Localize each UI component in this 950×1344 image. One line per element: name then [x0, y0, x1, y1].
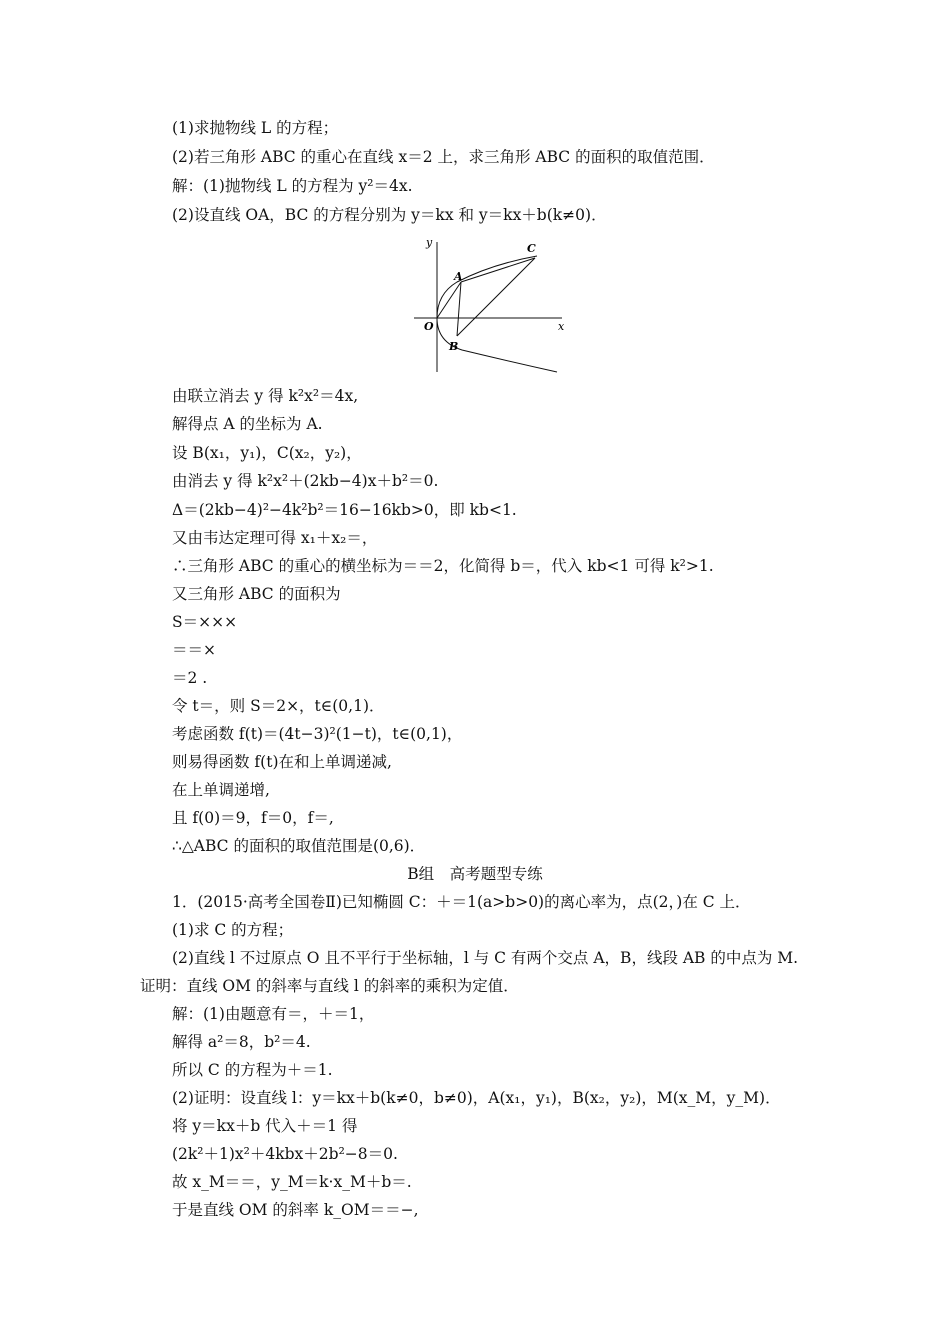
question-1-part-2-cont: 证明：直线 OM 的斜率与直线 l 的斜率的乘积为定值． [140, 977, 519, 995]
line-6: 解得点 A 的坐标为 A. [172, 415, 323, 433]
answer-line-6: (2k²＋1)x²＋4kbx＋2b²−8＝0. [172, 1145, 398, 1163]
label-a: A [454, 270, 463, 283]
question-part-1: (1)求抛物线 L 的方程； [172, 119, 339, 137]
label-c: C [527, 242, 536, 255]
answer-line-3: 所以 C 的方程为＋＝1. [172, 1061, 333, 1079]
line-17: 考虑函数 f(t)＝(4t−3)²(1−t)，t∈(0,1)， [172, 725, 463, 743]
line-10: 又由韦达定理可得 x₁＋x₂＝， [172, 529, 378, 547]
answer-line-2: 解得 a²＝8，b²＝4. [172, 1033, 311, 1051]
line-12: 又三角形 ABC 的面积为 [172, 585, 341, 603]
line-7: 设 B(x₁，y₁)，C(x₂，y₂)， [172, 444, 362, 462]
label-b: B [449, 340, 459, 353]
line-15: ＝2 . [172, 669, 208, 687]
line-11: ∴三角形 ABC 的重心的横坐标为＝＝2，化简得 b＝，代入 kb<1 可得 k²>1. [172, 557, 714, 575]
segment-bc [457, 258, 535, 336]
answer-line-5: 将 y＝kx＋b 代入＋＝1 得 [172, 1117, 358, 1135]
parabola-figure [412, 234, 572, 374]
solution-part-1: 解：(1)抛物线 L 的方程为 y²＝4x. [172, 177, 413, 195]
answer-line-7: 故 x_M＝＝，y_M＝k·x_M＋b＝. [172, 1173, 412, 1191]
question-1-part-2: (2)直线 l 不过原点 O 且不平行于坐标轴，l 与 C 有两个交点 A，B，线段 AB 的中点为 M. [172, 949, 799, 967]
line-5: 由联立消去 y 得 k²x²＝4x, [172, 387, 359, 405]
label-y: y [426, 236, 433, 249]
question-1: 1．(2015·高考全国卷Ⅱ)已知椭圆 C：＋＝1(a>b>0)的离心率为，点(2，)在 C 上． [172, 893, 751, 911]
line-21: ∴△ABC 的面积的取值范围是(0,6)． [172, 837, 426, 855]
line-19: 在上单调递增, [172, 781, 270, 799]
segment-ab [457, 282, 461, 336]
line-8: 由消去 y 得 k²x²＋(2kb−4)x＋b²＝0. [172, 472, 439, 490]
question-part-2: (2)若三角形 ABC 的重心在直线 x＝2 上，求三角形 ABC 的面积的取值范围． [172, 148, 715, 166]
line-18: 则易得函数 f(t)在和上单调递减, [172, 753, 392, 771]
segment-ac [461, 258, 535, 282]
solution-part-2-intro: (2)设直线 OA，BC 的方程分别为 y＝kx 和 y＝kx＋b(k≠0)． [172, 206, 607, 224]
answer-line-4: (2)证明：设直线 l：y＝kx＋b(k≠0，b≠0)，A(x₁，y₁)，B(x₂，y₂)，M(x_M，y_M)． [172, 1089, 781, 1107]
line-13: S＝××× [172, 613, 238, 631]
answer-line-1: 解：(1)由题意有＝，＋＝1， [172, 1005, 375, 1023]
answer-line-8: 于是直线 OM 的斜率 k_OM＝＝−, [172, 1201, 419, 1219]
question-1-part-1: (1)求 C 的方程； [172, 921, 294, 939]
line-20: 且 f(0)＝9，f＝0，f＝, [172, 809, 334, 827]
line-14: ＝＝× [172, 641, 216, 659]
label-o: O [424, 320, 434, 333]
line-9: Δ＝(2kb−4)²−4k²b²＝16−16kb>0，即 kb<1. [172, 501, 517, 519]
section-heading: B组 高考题型专练 [407, 865, 543, 883]
line-16: 令 t＝，则 S＝2×，t∈(0,1)． [172, 697, 385, 715]
label-x: x [558, 320, 565, 333]
